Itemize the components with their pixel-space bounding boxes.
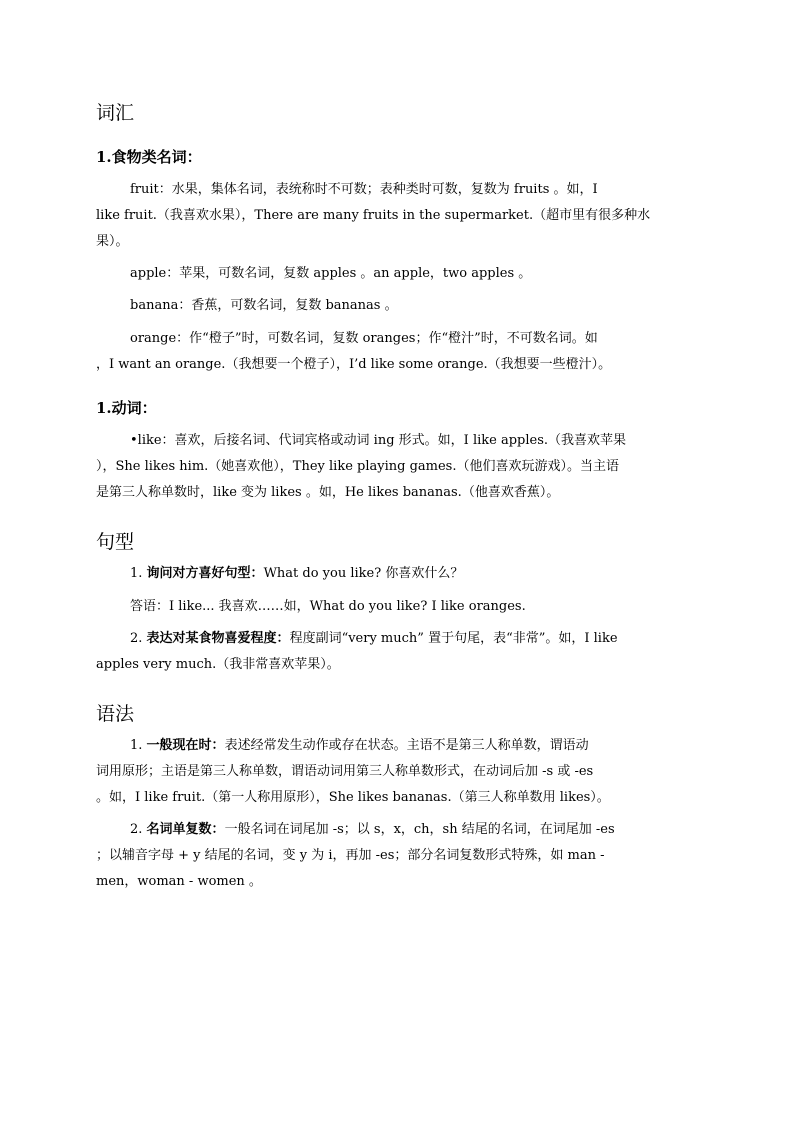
degree-label: 表达对某食物喜爱程度： — [146, 631, 290, 646]
question-text: What do you like? 你喜欢什么？ — [263, 566, 464, 581]
present-tense-line-2: 词用原形；主语是第三人称单数，谓语动词用第三人称单数形式，在动词后加 -s 或 -es — [96, 764, 594, 779]
plural-line-2: ；以辅音字母 + y 结尾的名词，变 y 为 i，再加 -es；部分名词复数形式特殊，如 man - — [96, 848, 605, 863]
present-tense-paragraph — [96, 733, 698, 811]
present-tense-label: 一般现在时： — [146, 738, 225, 753]
plural-paragraph — [96, 817, 698, 895]
degree-paragraph — [96, 626, 698, 678]
banana-paragraph — [96, 293, 698, 319]
fruit-line-2: like fruit.（我喜欢水果），There are many fruits in the supermarket.（超市里有很多种水 — [96, 208, 651, 223]
question-label: 询问对方喜好句型： — [146, 566, 264, 581]
plural-line-1: 一般名词在词尾加 -s；以 s，x，ch，sh 结尾的名词，在词尾加 -es — [224, 822, 615, 837]
present-tense-line-1: 表述经常发生动作或存在状态。主语不是第三人称单数，谓语动 — [224, 738, 589, 753]
grammar-title: 语法 — [96, 703, 135, 725]
sentence-title: 句型 — [96, 531, 135, 553]
fruit-paragraph — [96, 177, 698, 255]
verb-heading: 1.动词： — [96, 399, 157, 417]
degree-text-1: 程度副词“very much” 置于句尾，表“非常”。如，I like — [289, 631, 618, 646]
plural-number: 2. — [130, 822, 147, 837]
fruit-line-3: 果）。 — [96, 234, 129, 249]
fruit-line-1: fruit：水果，集体名词，表统称时不可数；表种类时可数，复数为 fruits 。如，I — [130, 182, 598, 197]
plural-label: 名词单复数： — [146, 822, 225, 837]
banana-line: banana：香蕉，可数名词，复数 bananas 。 — [130, 298, 398, 313]
apple-line: apple：苹果，可数名词，复数 apples 。an apple，two apples 。 — [130, 266, 532, 281]
orange-line-2: ，I want an orange.（我想要一个橙子），I’d like some orange.（我想要一些橙汁）。 — [96, 357, 612, 372]
orange-paragraph — [96, 326, 698, 378]
answer-text: 答语：I like... 我喜欢……如，What do you like? I like oranges. — [130, 599, 526, 614]
like-paragraph — [96, 428, 698, 506]
degree-number: 2. — [130, 631, 147, 646]
orange-line-1: orange：作“橙子”时，可数名词，复数 oranges；作“橙汁”时，不可数名词。如 — [130, 331, 598, 346]
noun-heading: 1.食物类名词： — [96, 148, 202, 166]
plural-line-3: men，woman - women 。 — [96, 874, 262, 889]
vocab-title: 词汇 — [96, 102, 135, 124]
apple-paragraph — [96, 261, 698, 287]
like-line-2: ），She likes him.（她喜欢他），They like playing games.（他们喜欢玩游戏）。当主语 — [96, 459, 619, 474]
degree-text-2: apples very much.（我非常喜欢苹果）。 — [96, 657, 340, 672]
like-line-3: 是第三人称单数时，like 变为 likes 。如，He likes bananas.（他喜欢香蕉）。 — [96, 485, 560, 500]
answer-paragraph — [96, 594, 698, 620]
present-tense-number: 1. — [130, 738, 147, 753]
like-line-1: •like：喜欢，后接名词、代词宾格或动词 ing 形式。如，I like apples.（我喜欢苹果 — [130, 433, 627, 448]
present-tense-line-3: 。如，I like fruit.（第一人称用原形），She likes bananas.（第三人称单数用 likes）。 — [96, 790, 610, 805]
question-number: 1. — [130, 566, 147, 581]
question-paragraph — [96, 561, 698, 587]
